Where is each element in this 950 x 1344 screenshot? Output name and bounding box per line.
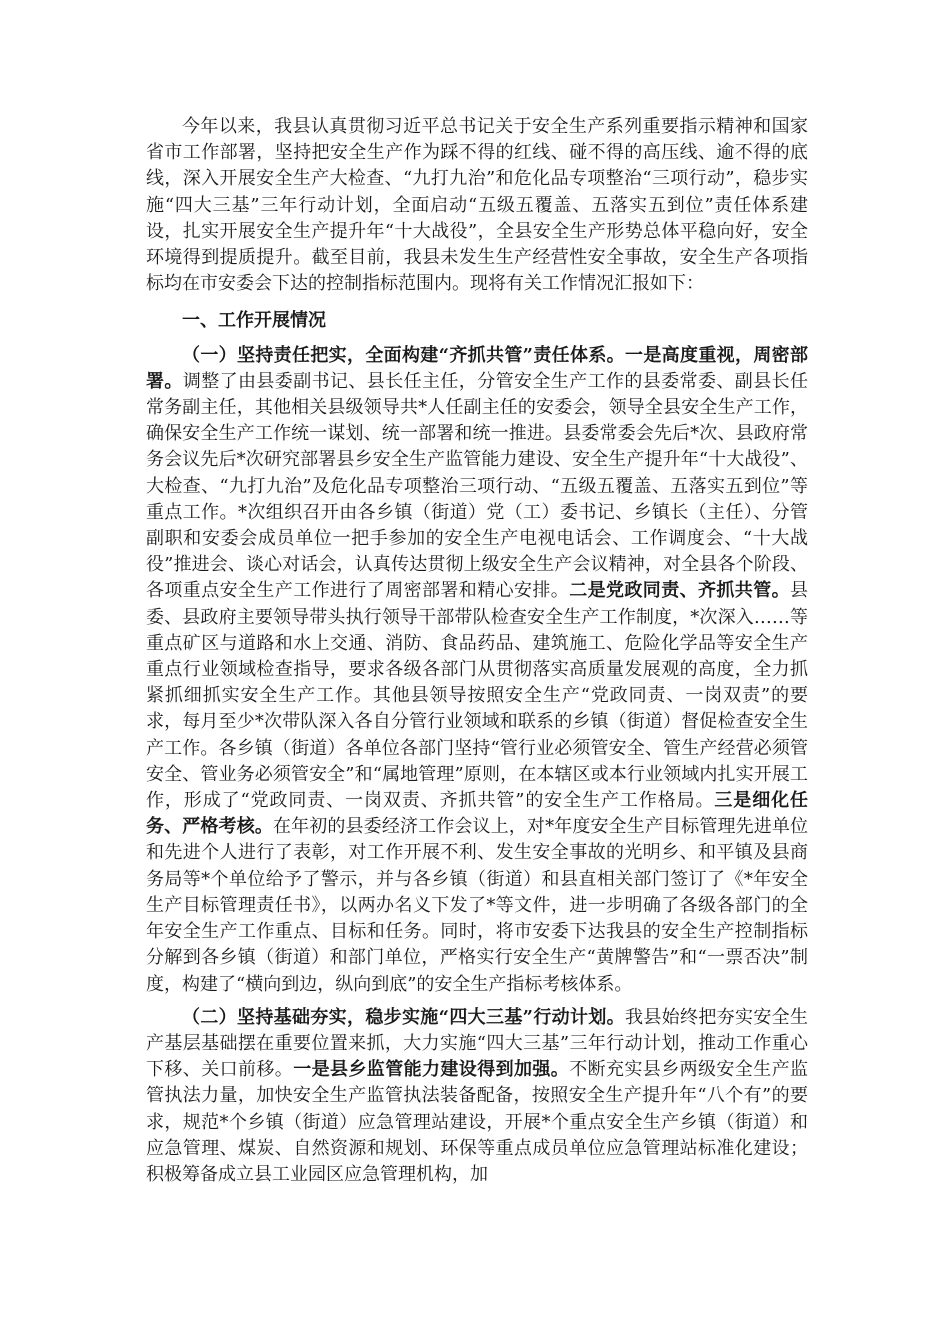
intro-paragraph: [146, 114, 808, 297]
bold-subheading: 二是党政同责、齐抓共管。: [569, 580, 791, 602]
section-heading: [146, 308, 808, 334]
intro-text: 今年以来，我县认真贯彻习近平总书记关于安全生产系列重要指示精神和国家省市工作部署，坚持把安全生产作为踩不得的红线、碰不得的高压线、逾不得的底线，深入开展安全生产大检查、“九打九治”和危化品专项整治“三项行动”，稳步实施“四大三基”三年行动计划，全面启动“五级五覆盖、五落实五到位”责任体系建设，扎实开展安全生产提升年“十大战役”，全县安全生产形势总体平稳向好，安全环境得到提质提升。截至目前，我县未发生生产经营性安全事故，安全生产各项指标均在市安委会下达的控制指标范围内。现将有关工作情况汇报如下：: [146, 116, 808, 295]
paragraph-text: 调整了由县委副书记、县长任主任，分管安全生产工作的县委常委、副县长任常务副主任，其他相关县级领导共*人任副主任的安委会，领导全县安全生产工作，确保安全生产工作统一谋划、统一部署和统一推进。县委常委会先后*次、县政府常务会议先后*次研究部署县乡安全生产监管能力建设、安全生产提升年“十大战役”、大检查、“九打九治”及危化品专项整治三项行动、“五级五覆盖、五落实五到位”等重点工作。*次组织召开由各乡镇（街道）党（工）委书记、乡镇长（主任）、分管副职和安委会成员单位一把手参加的安全生产电视电话会、工作调度会、“十大战役”推进会、谈心对话会，认真传达贯彻上级安全生产会议精神，对全县各个阶段、各项重点安全生产工作进行了周密部署和精心安排。: [146, 370, 809, 602]
document-body: [146, 114, 808, 1188]
bold-subheading: 三是细化任务、严格考核。: [146, 790, 809, 838]
responsibility-paragraph: [146, 343, 808, 998]
section-heading-text: 一、工作开展情况: [182, 310, 326, 332]
paragraph-text: 在年初的县委经济工作会议上，对*年度安全生产目标管理先进单位和先进个人进行了表彰，对工作开展不利、发生安全事故的光明乡、和平镇及县商务局等*个单位给予了警示，并与各乡镇（街道）和县直相关部门签订了《*年安全生产目标管理责任书》，以两办名义下发了*等文件，进一步明确了各级各部门的全年安全生产工作重点、目标和任务。同时，将市安委下达我县的安全生产控制指标分解到各乡镇（街道）和部门单位，严格实行安全生产“黄牌警告”和“一票否决”制度，构建了“横向到边，纵向到底”的安全生产指标考核体系。: [146, 816, 809, 995]
paragraph-text: 县委、县政府主要领导带头执行领导干部带队检查安全生产工作制度，*次深入……等重点矿区与道路和水上交通、消防、食品药品、建筑施工、危险化学品等安全生产重点行业领域检查指导，要求各级各部门从贯彻落实高质量发展观的高度，全力抓紧抓细抓实安全生产工作。其他县领导按照安全生产“党政同责、一岗双责”的要求，每月至少*次带队深入各自分管行业领域和联系的乡镇（街道）督促检查安全生产工作。各乡镇（街道）各单位各部门坚持“管行业必须管安全、管生产经营必须管安全、管业务必须管安全”和“属地管理”原则，在本辖区或本行业领域内扎实开展工作，形成了“党政同责、一岗双责、齐抓共管”的安全生产工作格局。: [146, 580, 809, 812]
paragraph-text: 我县始终把夯实安全生产基层基础摆在重要位置来抓，大力实施“四大三基”三年行动计划，推动工作重心下移、关口前移。: [146, 1006, 808, 1081]
paragraph-lead: （二）坚持基础夯实，稳步实施“四大三基”行动计划。: [182, 1006, 625, 1028]
paragraph-lead: （一）坚持责任把实，全面构建“齐抓共管”责任体系。一是高度重视，周密部署。: [146, 344, 808, 392]
paragraph-text: 不断充实县乡两级安全生产监管执法力量，加快安全生产监管执法装备配备，按照安全生产提升年“八个有”的要求，规范*个乡镇（街道）应急管理站建设，开展*个重点安全生产乡镇（街道）和应急管理、煤炭、自然资源和规划、环保等重点成员单位应急管理站标准化建设；积极筹备成立县工业园区应急管理机构，加: [146, 1059, 809, 1185]
foundation-paragraph: [146, 1005, 808, 1188]
bold-subheading: 一是县乡监管能力建设得到加强。: [293, 1059, 570, 1081]
